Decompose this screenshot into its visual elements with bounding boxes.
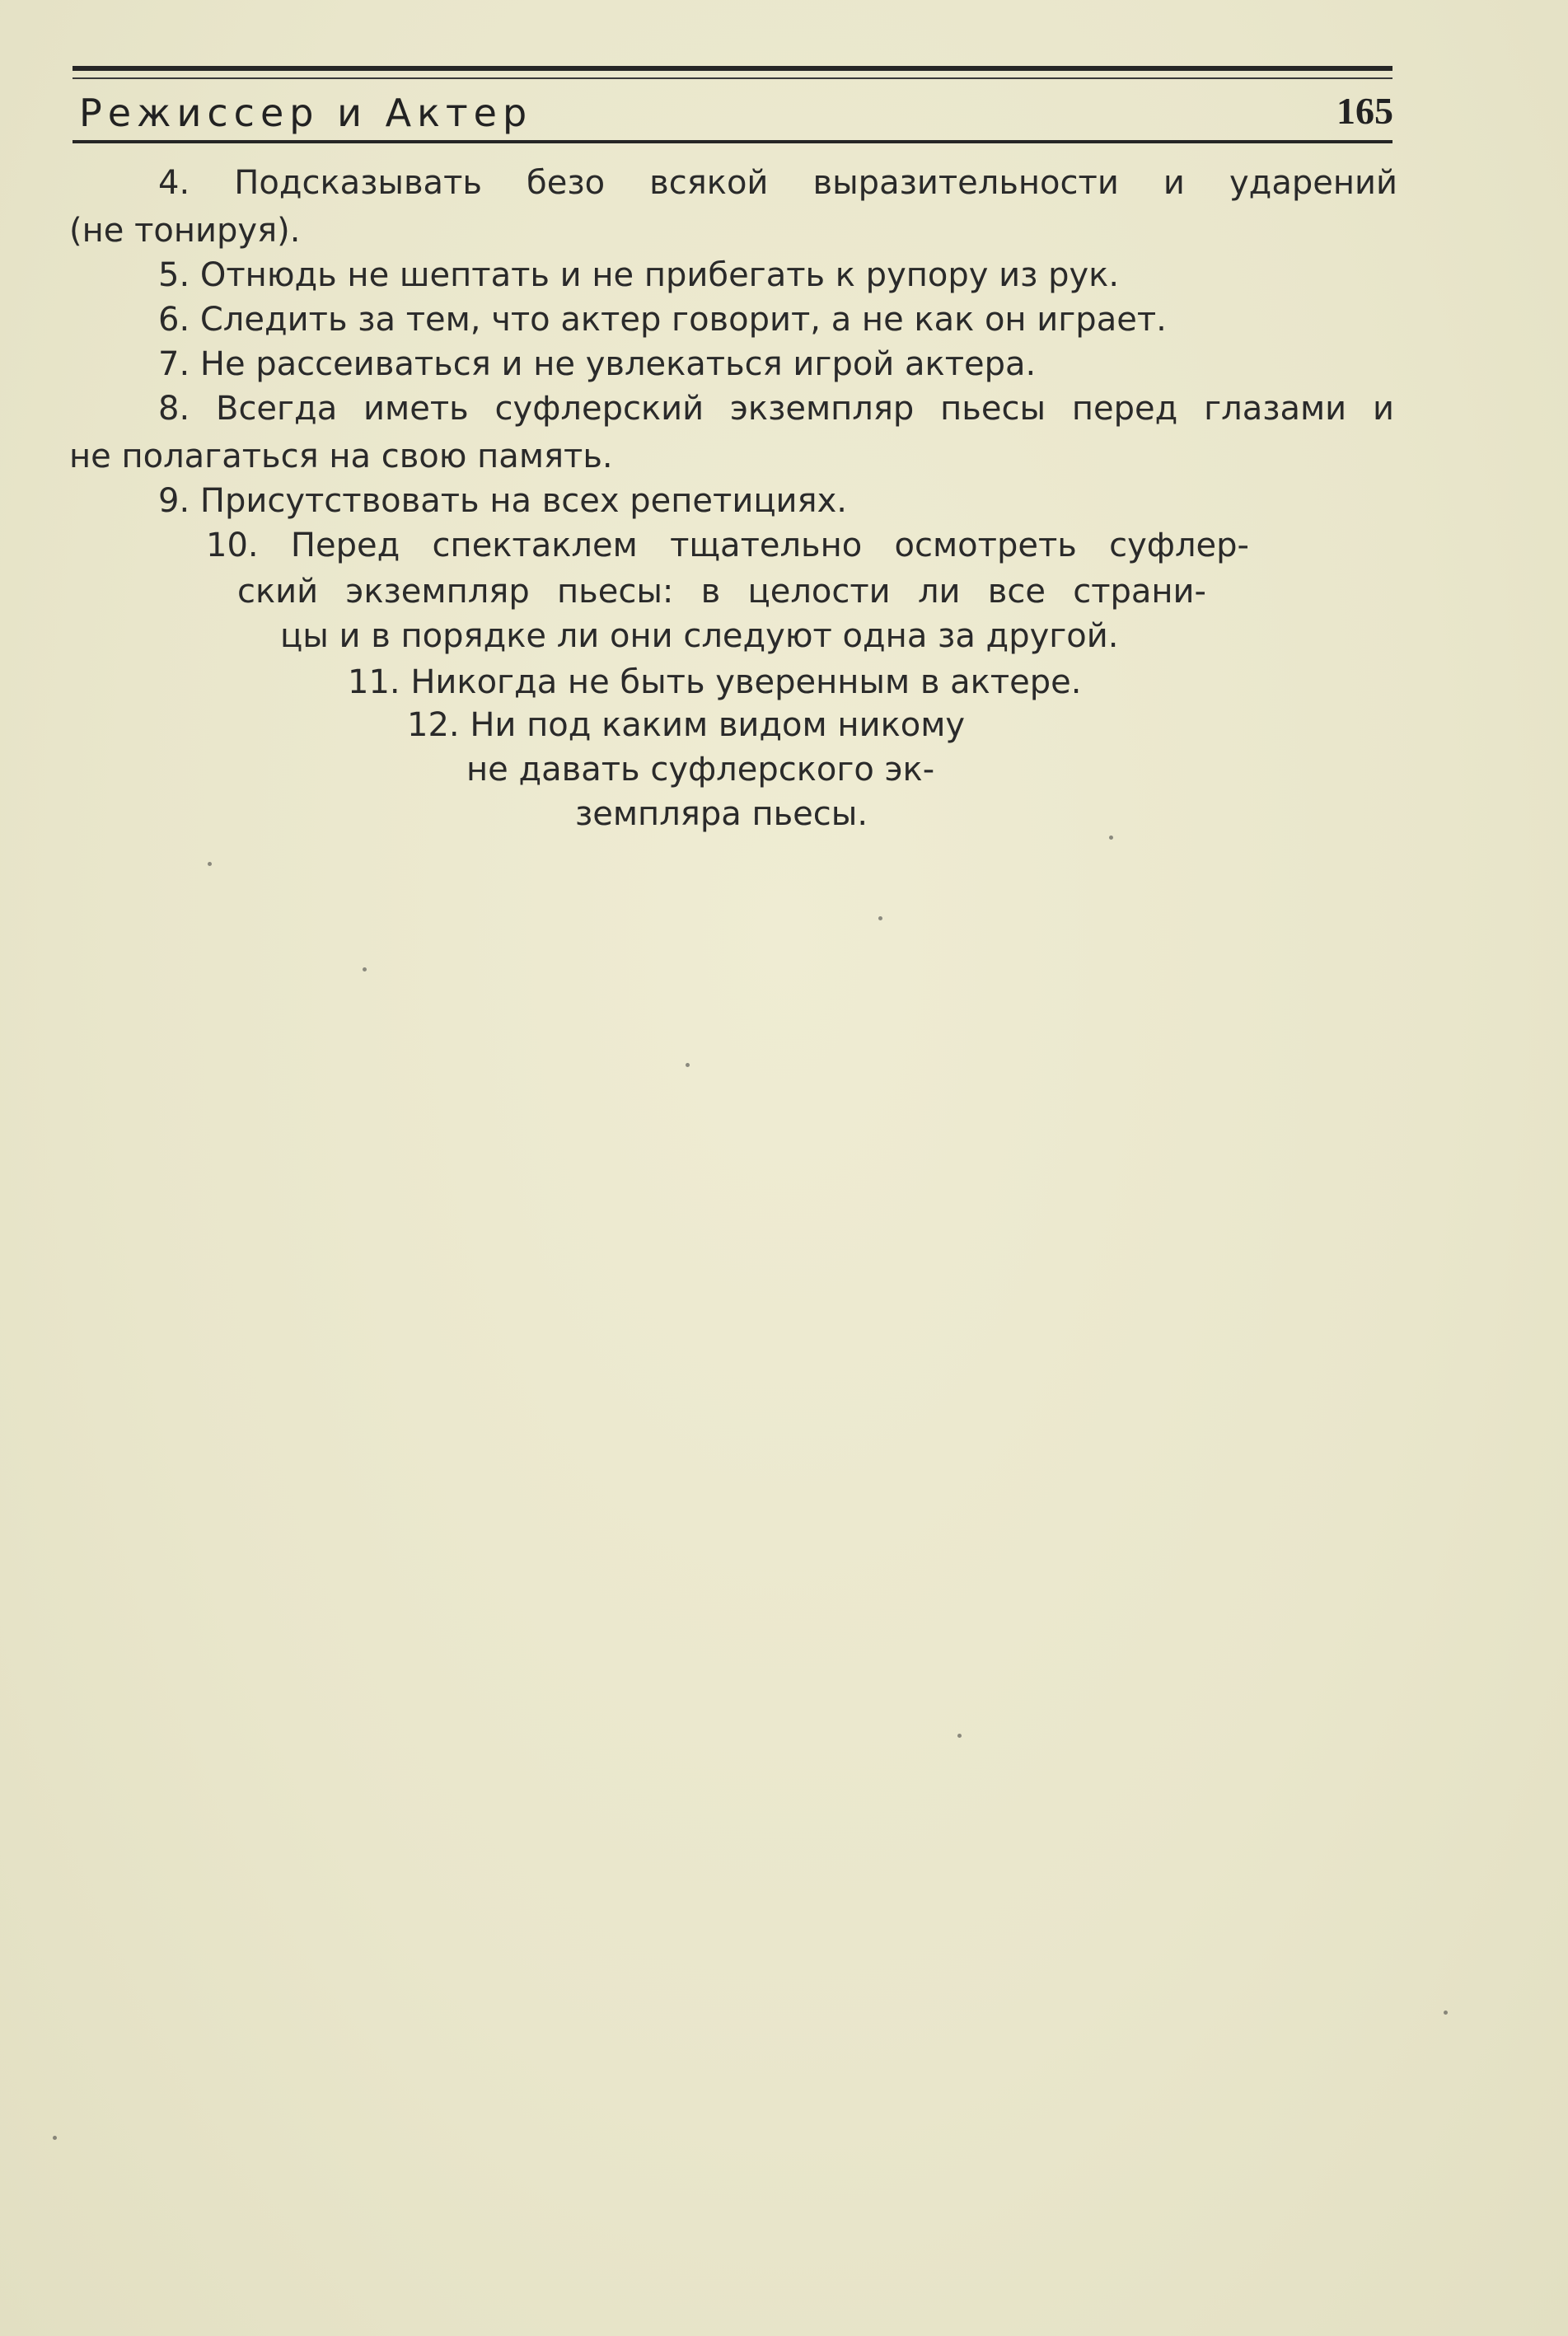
paper-speck xyxy=(1109,836,1113,840)
page-number: 165 xyxy=(1336,90,1393,132)
text-line: 5. Отнюдь не шептать и не прибегать к рупору из рук. xyxy=(158,256,1120,294)
header-rule-under xyxy=(73,140,1392,143)
text-line: (не тонируя). xyxy=(69,212,301,250)
paper-speck xyxy=(957,1734,962,1738)
text-line: 6. Следить за тем, что актер говорит, а не как он играет. xyxy=(158,301,1167,339)
header-rule-thick xyxy=(73,66,1392,71)
text-line: 4. Подсказывать безо всякой выразительности и ударений xyxy=(158,164,1397,202)
paper-speck xyxy=(1444,2011,1448,2015)
header-rule-thin xyxy=(73,77,1392,79)
text-line: 10. Перед спектаклем тщательно осмотреть суфлер- xyxy=(206,527,1249,564)
text-line: 7. Не рассеиваться и не увлекаться игрой актера. xyxy=(158,345,1037,383)
running-title: Режиссер и Актер xyxy=(79,91,533,135)
paper-speck xyxy=(53,2136,57,2140)
text-line: не давать суфлерского эк- xyxy=(466,751,935,789)
text-line: цы и в порядке ли они следуют одна за другой. xyxy=(280,617,1119,655)
text-line: 12. Ни под каким видом никому xyxy=(407,706,966,744)
paper-speck xyxy=(363,967,367,971)
text-line: ский экземпляр пьесы: в целости ли все страни- xyxy=(237,573,1206,611)
paper-speck xyxy=(878,916,882,920)
text-line: земпляра пьесы. xyxy=(575,795,868,833)
text-line: 11. Никогда не быть уверенным в актере. xyxy=(348,663,1082,701)
text-line: 9. Присутствовать на всех репетициях. xyxy=(158,482,847,520)
text-line: 8. Всегда иметь суфлерский экземпляр пьесы перед глазами и xyxy=(158,390,1394,428)
paper-speck xyxy=(686,1063,690,1067)
text-line: не полагаться на свою память. xyxy=(69,438,613,475)
paper-speck xyxy=(208,862,212,866)
